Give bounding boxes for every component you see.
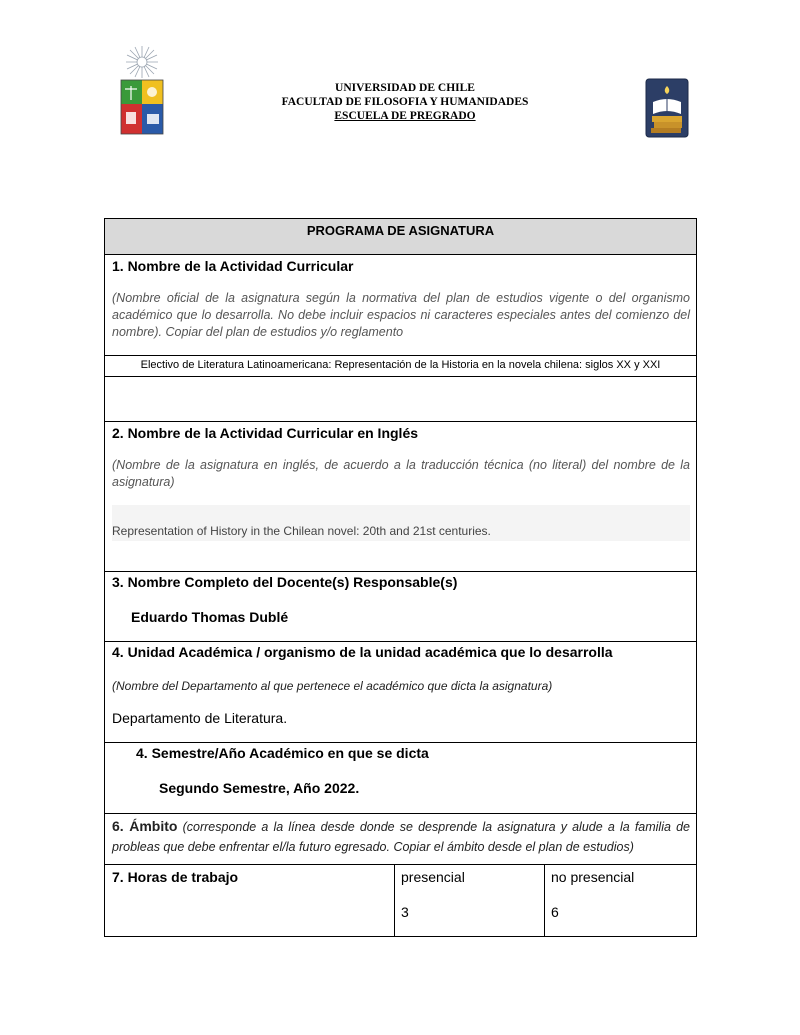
section2-value-band	[112, 505, 690, 541]
section7-col1-label: presencial	[401, 869, 465, 885]
divider	[105, 864, 696, 865]
section2-title: 2. Nombre de la Actividad Curricular en Inglés	[112, 425, 419, 441]
column-divider	[394, 864, 395, 936]
divider	[105, 355, 696, 356]
divider	[105, 641, 696, 642]
divider	[105, 742, 696, 743]
section4-note: (Nombre del Departamento al que pertenece el académico que dicta la asignatura)	[112, 679, 553, 693]
program-title: PROGRAMA DE ASIGNATURA	[105, 219, 696, 254]
section1-value: Electivo de Literatura Latinoamericana: Representación de la Historia en la novela chilena: siglos XX y XXI	[140, 359, 661, 371]
section2-value: Representation of History in the Chilean novel: 20th and 21st centuries.	[112, 524, 491, 538]
header-university: UNIVERSIDAD DE CHILE	[335, 82, 475, 94]
divider	[105, 376, 696, 377]
section4-value: Departamento de Literatura.	[112, 710, 288, 726]
faculty-emblem-logo	[645, 78, 689, 138]
section6-title: 6. Ámbito	[112, 818, 178, 834]
header-faculty: FACULTAD DE FILOSOFIA Y HUMANIDADES	[281, 96, 529, 108]
program-table	[104, 218, 697, 937]
section3-title: 3. Nombre Completo del Docente(s) Responsable(s)	[112, 574, 458, 590]
section4-title: 4. Unidad Académica / organismo de la unidad académica que lo desarrolla	[112, 644, 613, 660]
section6-block	[112, 816, 690, 857]
institution-header	[250, 81, 560, 123]
section2-note: (Nombre de la asignatura en inglés, de acuerdo a la traducción técnica (no literal) del nombre de la asignatura)	[112, 458, 690, 489]
section7-col2-value: 6	[551, 904, 559, 920]
section5-value: Segundo Semestre, Año 2022.	[159, 780, 360, 796]
section7-col2-label: no presencial	[551, 869, 635, 885]
divider	[105, 571, 696, 572]
section3-value: Eduardo Thomas Dublé	[131, 609, 289, 625]
divider	[105, 813, 696, 814]
section1-note: (Nombre oficial de la asignatura según la normativa del plan de estudios vigente o del organismo académico que lo desarrolla. No debe incluir espacios ni caracteres especiales antes del comienzo del nombre). Copiar del plan de estudios y/o reglamento	[112, 291, 690, 339]
divider	[105, 421, 696, 422]
section6-note: (corresponde a la línea desde donde se desprende la asignatura y alude a la familia de probleas que debe enfrentar el/la futuro egresado. Copiar el ámbito desde el plan de estudios)	[112, 820, 690, 854]
divider	[105, 254, 696, 255]
section1-title: 1. Nombre de la Actividad Curricular	[112, 258, 354, 274]
section7-title: 7. Horas de trabajo	[112, 869, 239, 885]
universidad-de-chile-crest-logo	[118, 44, 166, 136]
column-divider	[544, 864, 545, 936]
section5-title: 4. Semestre/Año Académico en que se dicta	[136, 745, 429, 761]
section7-col1-value: 3	[401, 904, 409, 920]
header-school: ESCUELA DE PREGRADO	[334, 110, 476, 122]
